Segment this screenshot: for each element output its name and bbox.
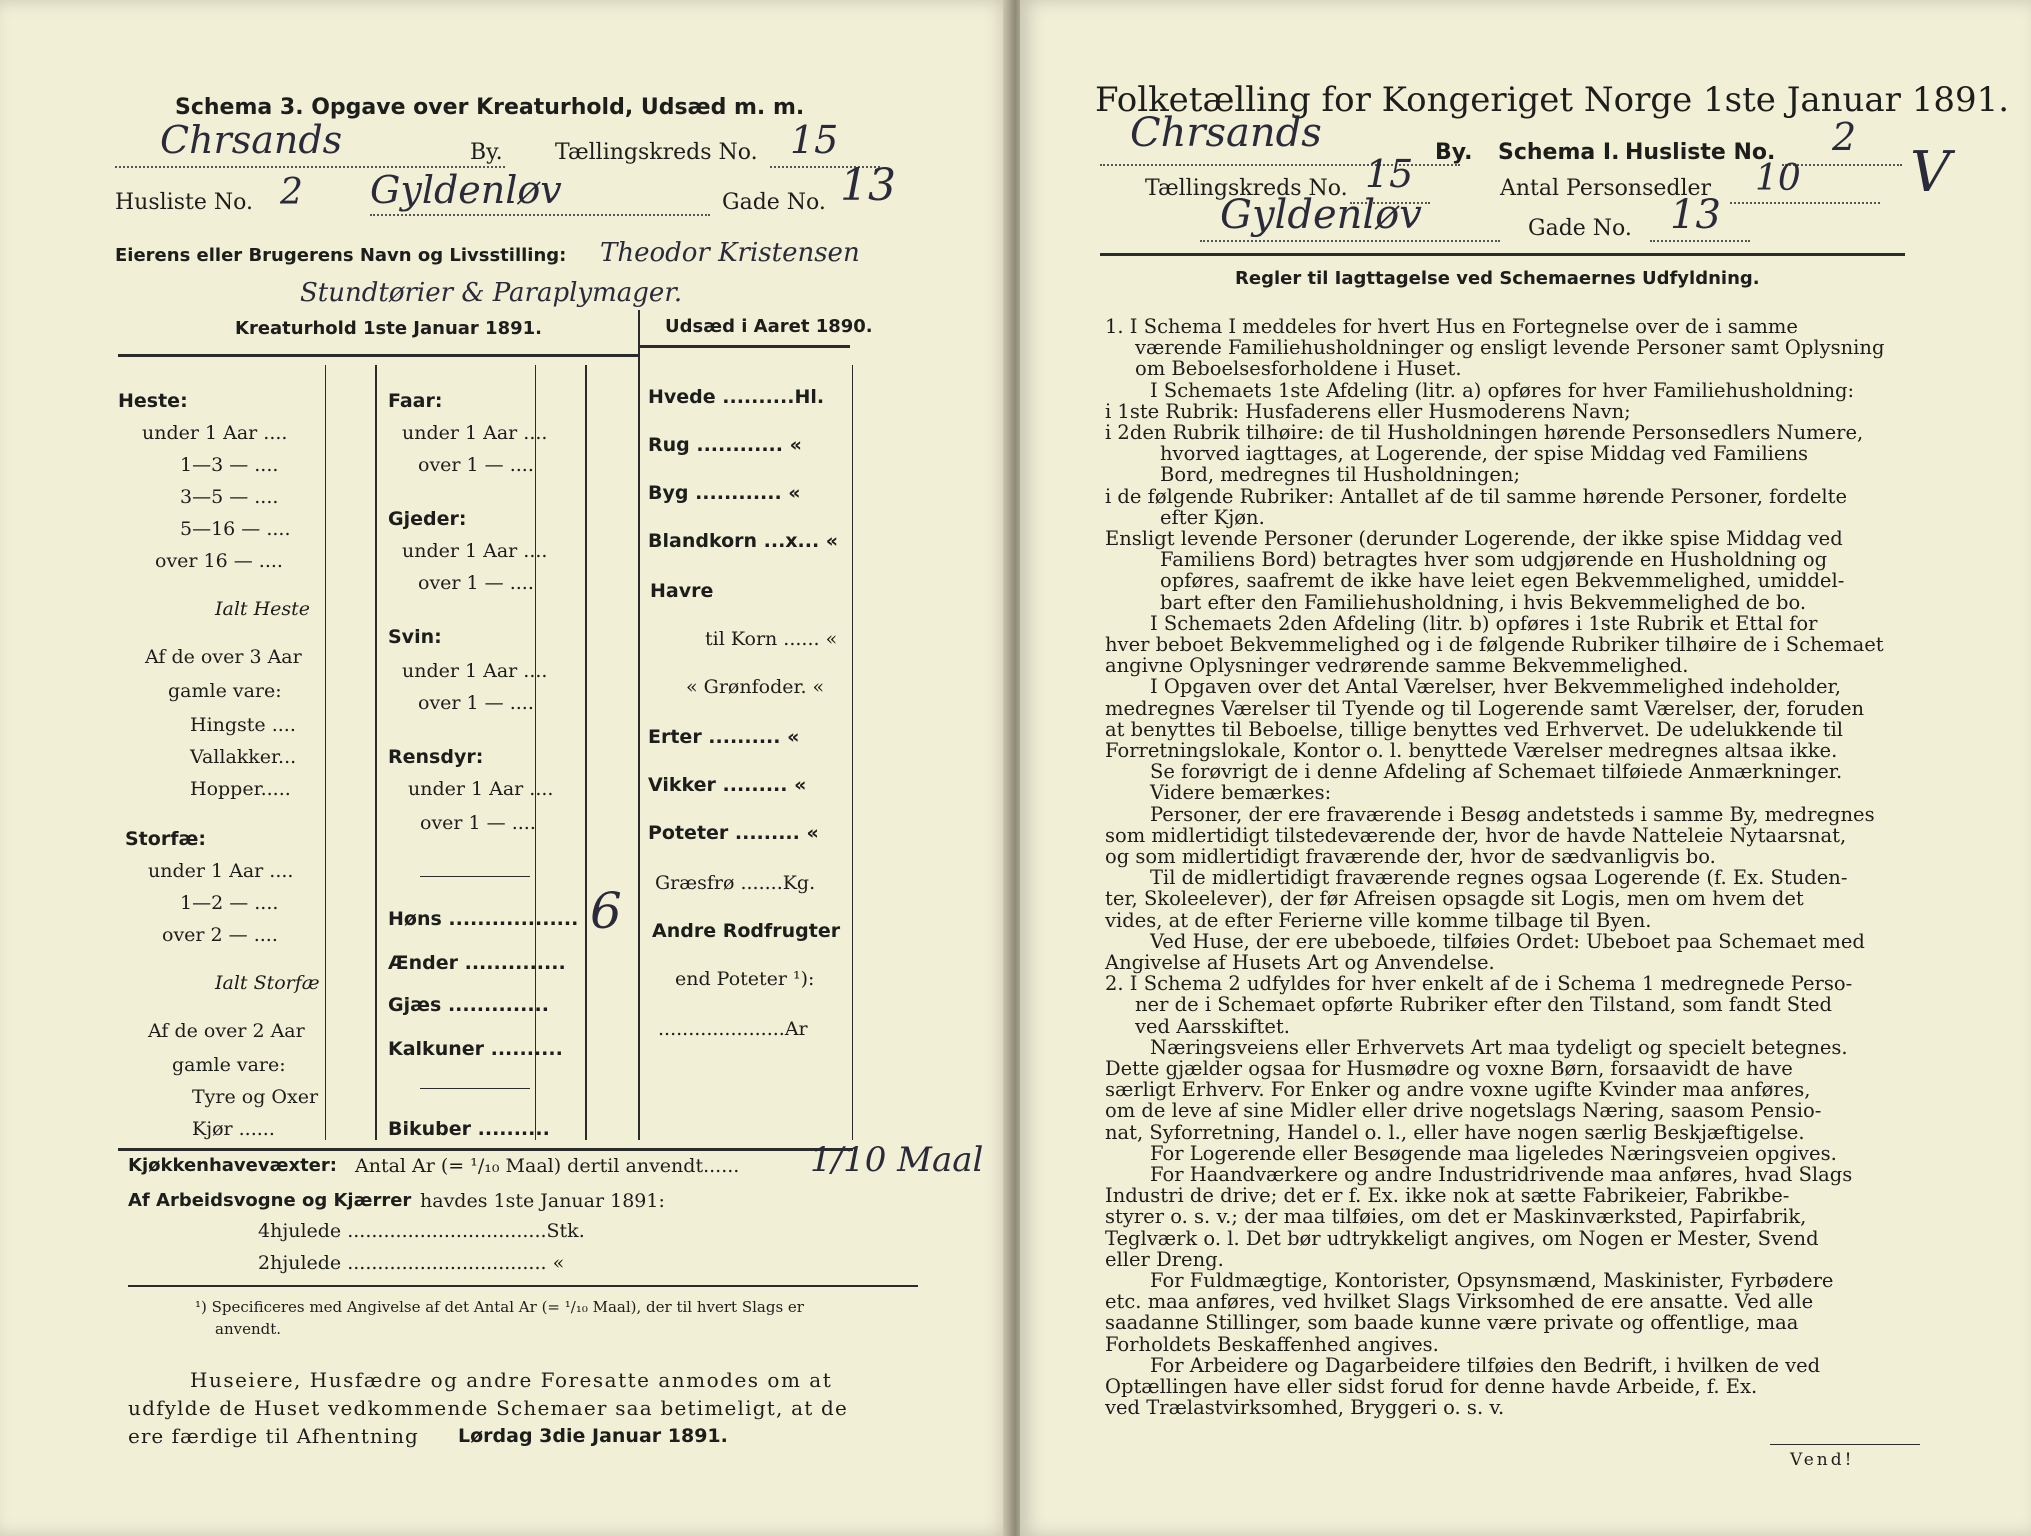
table-top-rule-right xyxy=(640,345,850,348)
col1-row: Ialt Storfæ xyxy=(215,972,320,994)
wheels-2: 2hjulede ................................. « xyxy=(258,1252,565,1274)
footnote-rule xyxy=(128,1285,918,1287)
rules-line: og som midlertidigt fraværende der, hvor de sædvanligvis bo. xyxy=(1105,845,1716,868)
rules-line: efter Kjøn. xyxy=(1160,505,1265,529)
rules-line: ter, Skoleelever), der før Afreisen opsagde sit Logis, men om hvem det xyxy=(1105,887,1804,911)
col2-row: Faar: xyxy=(388,390,443,412)
rules-line: For Arbeidere og Dagarbeidere tilføies den Bedrift, i hvilken de ved xyxy=(1150,1353,1821,1377)
kjokken-handwritten: 1/10 Maal xyxy=(810,1140,984,1180)
closing-line: Huseiere, Husfædre og andre Foresatte anmodes om at xyxy=(190,1368,833,1392)
col3-row: Andre Rodfrugter xyxy=(652,920,841,942)
col3-row: Græsfrø .......Kg. xyxy=(655,872,816,894)
rules-line: i 2den Rubrik tilhøire: de til Husholdningen hørende Personsedlers Numere, xyxy=(1105,421,1864,444)
col1-row: Hopper..... xyxy=(190,778,291,800)
col2-row: under 1 Aar .... xyxy=(402,540,548,562)
check-mark-handwritten: V xyxy=(1910,140,1951,205)
rules-line: Se forøvrigt de i denne Afdeling af Schemaet tilføiede Anmærkninger. xyxy=(1150,760,1843,784)
udsaed-header: Udsæd i Aaret 1890. xyxy=(665,316,873,337)
rules-line: Videre bemærkes: xyxy=(1150,781,1332,805)
schema-label: Schema I. xyxy=(1498,140,1620,165)
rules-line: For Haandværkere og andre Industridrivende maa anføres, hvad Slags xyxy=(1150,1163,1853,1186)
divider-col2 xyxy=(585,365,587,1140)
rules-line: Ved Huse, der ere ubeboede, tilføies Ordet: Ubeboet paa Schemaet med xyxy=(1150,929,1865,953)
left-page-schema3 xyxy=(0,0,1010,1536)
rules-line: i de følgende Rubriker: Antallet af de til samme hørende Personer, fordelte xyxy=(1105,484,1848,508)
col2-row: Gjeder: xyxy=(388,508,467,530)
col1-row: over 16 — .... xyxy=(155,550,283,572)
rules-line: som midlertidigt tilstedeværende der, hvor de havde Natteleie Nytaarsnat, xyxy=(1105,823,1847,847)
gade-label: Gade No. xyxy=(722,190,826,215)
rules-line: nat, Syforretning, Handel o. l., eller have nogen særlig Beskjæftigelse. xyxy=(1105,1120,1805,1144)
rules-line: I Schemaets 2den Afdeling (litr. b) opføres i 1ste Rubrik et Ettal for xyxy=(1150,611,1818,635)
rules-line: bart efter den Familiehusholdning, i hvis Bekvemmelighed de bo. xyxy=(1160,590,1807,614)
rules-line: Næringsveiens eller Erhvervets Art maa tydeligt og specielt betegnes. xyxy=(1150,1035,1848,1059)
gade-handwritten: 13 xyxy=(840,160,896,211)
col3-row: .....................Ar xyxy=(658,1018,808,1040)
husliste-handwritten: 2 xyxy=(280,172,303,213)
footnote-line: ¹) Specificeres med Angivelse af det Antal Ar (= ¹/₁₀ Maal), der til hvert Slags er xyxy=(195,1298,804,1316)
rules-line: Optællingen have eller sidst forud for denne havde Arbeide, f. Ex. xyxy=(1105,1375,1758,1398)
col1-row: Heste: xyxy=(118,390,188,412)
gade-label: Gade No. xyxy=(1528,216,1632,241)
rules-line: særligt Erhverv. For Enker og andre voxne ugifte Kvinder maa anføres, xyxy=(1105,1078,1811,1102)
col1-row: 1—2 — .... xyxy=(180,892,279,914)
col1-row: Vallakker... xyxy=(190,746,297,768)
col2-row: under 1 Aar .... xyxy=(402,660,548,682)
census-title: Folketælling for Kongeriget Norge 1ste Januar 1891. xyxy=(1095,80,2010,120)
col3-row: Vikker ......... « xyxy=(648,774,807,796)
antal-field xyxy=(1730,178,1880,204)
rules-line: For Logerende eller Besøgende maa ligeledes Næringsveien opgives. xyxy=(1150,1141,1837,1165)
col2-row: Bikuber .......... xyxy=(388,1118,550,1140)
rules-line: styrer o. s. v.; der maa tilføies, om det er Maskinværksted, Papirfabrik, xyxy=(1105,1205,1807,1229)
owner-label: Eierens eller Brugerens Navn og Livsstilling: xyxy=(115,245,567,266)
kjokken-label: Kjøkkenhavevæxter: xyxy=(128,1155,337,1176)
vend-label: Vend! xyxy=(1790,1450,1855,1470)
rules-line: 1. I Schema I meddeles for hvert Hus en Fortegnelse over de i samme xyxy=(1105,315,1798,338)
rules-line: hver beboet Bekvemmelighed og i de følgende Rubriker tilhøire de i Schemaet xyxy=(1105,633,1884,656)
schema3-title: Schema 3. Opgave over Kreaturhold, Udsæd m. m. xyxy=(175,95,805,120)
col2-row: Kalkuner .......... xyxy=(388,1038,563,1060)
wheels-4: 4hjulede .................................Stk. xyxy=(258,1220,585,1242)
kreaturhold-header: Kreaturhold 1ste Januar 1891. xyxy=(235,318,542,339)
col1-row: Af de over 2 Aar xyxy=(148,1020,305,1042)
col1-row: Af de over 3 Aar xyxy=(145,646,302,668)
col1-row: over 2 — .... xyxy=(162,924,278,946)
rules-line: I Opgaven over det Antal Værelser, hver Bekvemmelighed indeholder, xyxy=(1150,675,1841,699)
col2-row: over 1 — .... xyxy=(418,572,534,594)
col1-row: Storfæ: xyxy=(125,828,206,850)
table-top-rule-left xyxy=(118,354,638,357)
subdivider-col1 xyxy=(325,365,326,1140)
col3-row: Hvede ..........Hl. xyxy=(648,386,825,408)
rules-line: I Schemaets 1ste Afdeling (litr. a) opføres for hver Familiehusholdning: xyxy=(1150,378,1855,402)
rules-title: Regler til Iagttagelse ved Schemaernes Udfyldning. xyxy=(1235,268,1760,289)
arbeid-text: havdes 1ste Januar 1891: xyxy=(420,1190,665,1212)
owner-name-handwritten: Theodor Kristensen xyxy=(600,238,860,268)
kreds-label: Tællingskreds No. xyxy=(1145,176,1348,201)
col1-row: 3—5 — .... xyxy=(180,486,279,508)
antal-handwritten: 10 xyxy=(1755,158,1801,199)
kreds-label: Tællingskreds No. xyxy=(555,140,758,165)
husliste-label: Husliste No. xyxy=(115,190,253,215)
rules-line: Dette gjælder ogsaa for Husmødre og voxne Børn, forsaavidt de have xyxy=(1105,1057,1793,1080)
husliste-label: Husliste No. xyxy=(1625,140,1776,165)
rules-line: ner de i Schemaet opførte Rubriker efter den Tilstand, som fandt Sted xyxy=(1135,993,1832,1017)
col1-row: 5—16 — .... xyxy=(180,518,291,540)
rules-line: vides, at de efter Ferierne ville komme tilbage til Byen. xyxy=(1105,908,1652,932)
col3-row: Poteter ......... « xyxy=(648,822,819,844)
rules-line: Ensligt levende Personer (derunder Logerende, der ikke spise Middag ved xyxy=(1105,527,1843,550)
rules-line: 2. I Schema 2 udfyldes for hver enkelt af de i Schema 1 medregnede Perso- xyxy=(1105,972,1853,996)
owner-occupation-handwritten: Stundtørier & Paraplymager. xyxy=(300,278,683,308)
col3-row: end Poteter ¹): xyxy=(675,968,815,990)
col3-row: Erter .......... « xyxy=(648,726,800,748)
rules-line: ved Trælastvirksomhed, Bryggeri o. s. v. xyxy=(1105,1396,1505,1420)
col1-row: Hingste .... xyxy=(190,714,296,736)
subdivider-col2 xyxy=(535,365,536,1140)
col3-row: Havre xyxy=(650,580,714,602)
rules-line: opføres, saafremt de ikke have leiet egen Bekvemmelighed, umiddel- xyxy=(1160,569,1845,593)
col1-row: gamle vare: xyxy=(168,680,282,702)
rules-line: etc. maa anføres, ved hvilket Slags Virksomhed de ere ansatte. Ved alle xyxy=(1105,1290,1814,1314)
col1-row: gamle vare: xyxy=(172,1054,286,1076)
divider-udsaed xyxy=(638,310,640,1140)
col2-row: over 1 — .... xyxy=(420,812,536,834)
table-bottom-rule xyxy=(118,1148,853,1151)
divider-col1 xyxy=(375,365,377,1140)
rules-line: Bord, medregnes til Husholdningen; xyxy=(1160,463,1521,487)
closing-line: udfylde de Huset vedkommende Schemaer saa betimeligt, at de xyxy=(128,1396,849,1420)
rules-line: eller Dreng. xyxy=(1105,1247,1224,1271)
rules-line: om de leve af sine Midler eller drive nogetslags Næring, saasom Pensio- xyxy=(1105,1099,1822,1123)
kreds-handwritten: 15 xyxy=(790,118,839,162)
subdivider-col3 xyxy=(852,365,853,1140)
rules-line: Angivelse af Husets Art og Anvendelse. xyxy=(1105,951,1495,974)
right-page-schema1 xyxy=(1020,0,2031,1536)
col1-row: under 1 Aar .... xyxy=(142,422,288,444)
rules-line: om Beboelsesforholdene i Huset. xyxy=(1135,357,1462,381)
rules-line: Personer, der ere fraværende i Besøg andetsteds i samme By, medregnes xyxy=(1150,802,1875,826)
header-rule xyxy=(1100,253,1905,256)
city-handwritten: Chrsands xyxy=(1130,110,1322,156)
col2-row: under 1 Aar .... xyxy=(408,778,554,800)
col2-row: Rensdyr: xyxy=(388,746,484,768)
street-handwritten: Gyldenløv xyxy=(1220,192,1422,238)
col2-separator xyxy=(420,1088,530,1089)
col3-row: Blandkorn ...x... « xyxy=(648,530,839,552)
col3-row: Byg ............ « xyxy=(648,482,801,504)
rules-line: Forholdets Beskaffenhed angives. xyxy=(1105,1332,1439,1356)
vend-rule xyxy=(1770,1444,1920,1445)
col3-row: « Grønfoder. « xyxy=(686,676,825,698)
col1-row: under 1 Aar .... xyxy=(148,860,294,882)
col2-row: over 1 — .... xyxy=(418,454,534,476)
rules-text xyxy=(1105,316,1935,1466)
col2-row: under 1 Aar .... xyxy=(402,422,548,444)
col2-row: Høns .................. xyxy=(388,908,579,930)
antal-label: Antal Personsedler xyxy=(1500,176,1712,201)
rules-line: værende Familiehusholdninger og ensligt levende Personer samt Oplysning xyxy=(1135,336,1885,360)
col1-row: Ialt Heste xyxy=(215,598,311,620)
col2-row: over 1 — .... xyxy=(418,692,534,714)
by-label: By. xyxy=(470,140,503,165)
kjokken-text: Antal Ar (= ¹/₁₀ Maal) dertil anvendt...... xyxy=(355,1155,740,1177)
rules-line: Industri de drive; det er f. Ex. ikke nok at sætte Fabrikeier, Fabrikbe- xyxy=(1105,1184,1790,1208)
rules-line: Familiens Bord) betragtes hver som udgjørende en Husholdning og xyxy=(1160,548,1828,572)
rules-line: saadanne Stillinger, som baade kunne være private og offentlige, maa xyxy=(1105,1311,1799,1335)
rules-line: For Fuldmægtige, Kontorister, Opsynsmænd, Maskinister, Fyrbødere xyxy=(1150,1269,1834,1292)
col3-row: Rug ............ « xyxy=(648,434,802,456)
footnote-line: anvendt. xyxy=(215,1320,282,1338)
rules-line: Teglværk o. l. Det bør udtrykkeligt angives, om Nogen er Mester, Svend xyxy=(1105,1226,1819,1250)
kreds-handwritten: 15 xyxy=(1365,152,1414,196)
col2-row: Svin: xyxy=(388,626,442,648)
closing-date: Lørdag 3die Januar 1891. xyxy=(458,1425,728,1447)
col2-separator xyxy=(420,876,530,877)
rules-line: at benyttes til Beboelse, tillige benyttes ved Erhvervet. De udelukkende til xyxy=(1105,717,1844,741)
city-handwritten: Chrsands xyxy=(160,118,343,162)
col3-row: til Korn ...... « xyxy=(705,628,838,650)
col1-row: 1—3 — .... xyxy=(180,454,279,476)
husliste-handwritten: 2 xyxy=(1832,115,1857,159)
street-handwritten: Gyldenløv xyxy=(370,168,562,212)
rules-line: i 1ste Rubrik: Husfaderens eller Husmoderens Navn; xyxy=(1105,399,1631,423)
gade-handwritten: 13 xyxy=(1670,192,1721,238)
by-label: By. xyxy=(1435,140,1473,165)
col2-row: Gjæs .............. xyxy=(388,994,549,1016)
rules-line: ved Aarsskiftet. xyxy=(1135,1014,1290,1038)
rules-line: Til de midlertidigt fraværende regnes ogsaa Logerende (f. Ex. Studen- xyxy=(1150,866,1848,890)
rules-line: angivne Oplysninger vedrørende samme Bekvemmelighed. xyxy=(1105,654,1689,678)
hons-handwritten: 6 xyxy=(590,882,622,940)
col1-row: Kjør ...... xyxy=(192,1118,275,1140)
arbeid-label: Af Arbeidsvogne og Kjærrer xyxy=(128,1190,412,1211)
rules-line: hvorved iagttages, at Logerende, der spise Middag ved Familiens xyxy=(1160,442,1809,466)
rules-line: medregnes Værelser til Tyende og til Logerende samt Værelser, der, foruden xyxy=(1105,696,1865,720)
closing-line: ere færdige til Afhentning xyxy=(128,1424,419,1448)
col1-row: Tyre og Oxer xyxy=(192,1086,319,1108)
col2-row: Ænder .............. xyxy=(388,952,566,974)
rules-line: Forretningslokale, Kontor o. l. benyttede Værelser medregnes altsaa ikke. xyxy=(1105,739,1838,762)
